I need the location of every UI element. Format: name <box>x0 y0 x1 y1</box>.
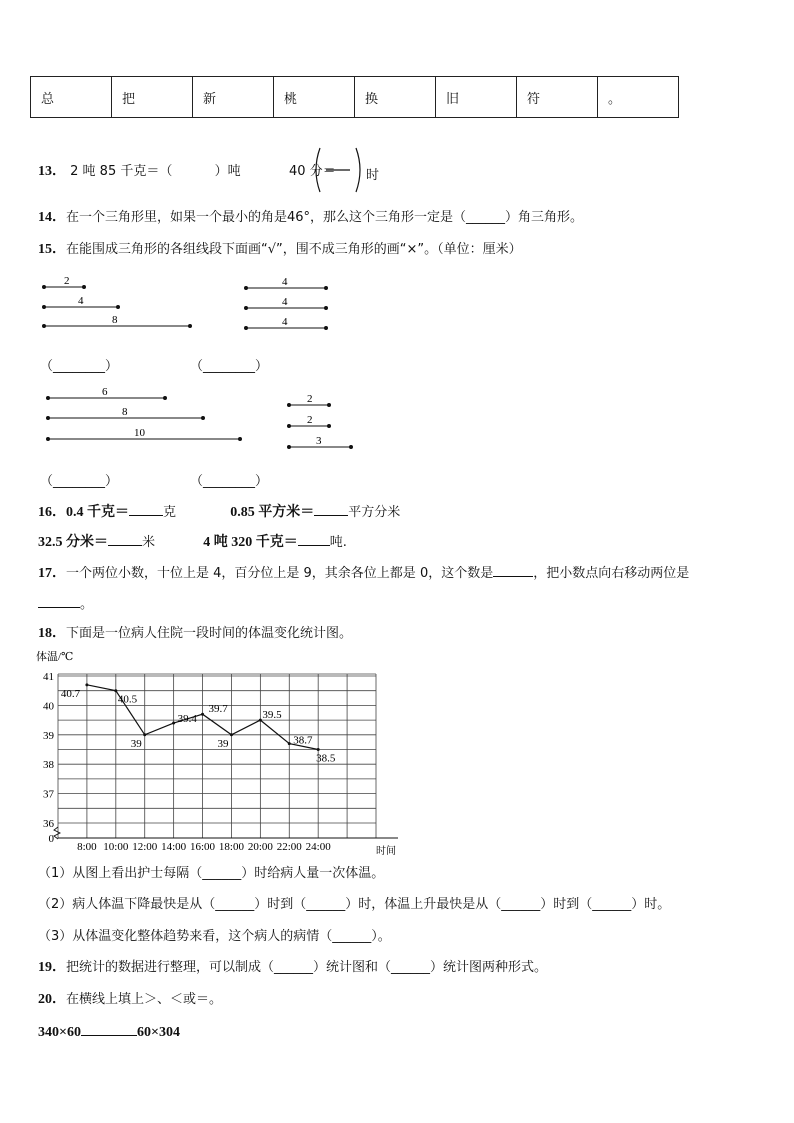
q14-text: 在一个三角形里，如果一个最小的角是46°，那么这个三角形一定是（ <box>66 210 467 225</box>
y-axis-label: 体温/℃ <box>36 651 74 663</box>
q20-right: 60×304 <box>136 1025 180 1040</box>
data-label: 38.5 <box>316 752 336 765</box>
segment-length-label: 4 <box>282 276 288 288</box>
x-tick-label: 8:00 <box>77 841 97 853</box>
table-cell: 。 <box>598 77 679 118</box>
question-18-sub-2: （2）病人体温下降最快是从（______）时到（______）时，体温上升最快是从（______）时到（______）时。 <box>38 897 671 912</box>
x-axis-label: 时间 <box>376 846 396 857</box>
chart-series <box>61 683 336 764</box>
q16-d-unit: 吨. <box>329 535 347 550</box>
segment-length-label: 3 <box>316 435 322 447</box>
question-14 <box>38 210 583 226</box>
table-cell: 换 <box>355 77 436 118</box>
x-tick-label: 18:00 <box>218 841 244 853</box>
question-number: 14． <box>38 210 66 225</box>
question-20 <box>38 992 222 1008</box>
question-17-line-2 <box>38 594 93 613</box>
table-cell: 总 <box>31 77 112 118</box>
segment-length-label: 4 <box>282 316 288 328</box>
fraction-blank[interactable] <box>310 146 366 194</box>
segment-group-1 <box>38 272 208 332</box>
segment-group-3 <box>40 383 250 445</box>
data-point <box>85 683 88 686</box>
data-label: 40.5 <box>117 693 138 706</box>
segment-group-4 <box>283 390 363 452</box>
data-point <box>114 689 117 692</box>
answer-paren[interactable]: （________） <box>190 474 269 489</box>
table-cell: 旧 <box>436 77 517 118</box>
x-tick-label: 22:00 <box>276 841 302 853</box>
y-tick-label: 37 <box>43 788 54 801</box>
data-label: 39 <box>217 737 229 750</box>
segment-group-2 <box>238 272 338 332</box>
y-tick-label: 40 <box>43 700 54 713</box>
y-tick-label: 41 <box>43 671 54 683</box>
question-20-expression <box>38 1022 180 1041</box>
segment-length-label: 10 <box>134 427 145 439</box>
segment-length-label: 8 <box>112 314 118 326</box>
y-tick-label: 0 <box>48 833 54 845</box>
data-label: 39.7 <box>208 703 228 716</box>
data-point <box>317 748 320 751</box>
q16-a: 0.4 千克＝ <box>66 505 129 520</box>
q13-part-c: 40 分＝ <box>288 164 336 179</box>
answer-blank[interactable] <box>38 594 80 608</box>
q13-part-d: 时 <box>366 168 380 183</box>
data-label: 39.4 <box>177 713 197 726</box>
q17-tail: ，把小数点向右移动两位是 <box>533 566 690 581</box>
question-13 <box>38 164 336 180</box>
q17-end: 。 <box>80 597 94 612</box>
q18-text: 下面是一位病人住院一段时间的体温变化统计图。 <box>66 626 353 641</box>
x-tick-label: 14:00 <box>161 841 187 853</box>
question-number: 16． <box>38 505 66 520</box>
q20-left: 340×60 <box>38 1025 81 1040</box>
x-tick-label: 20:00 <box>247 841 273 853</box>
axis-break-icon <box>54 827 60 839</box>
answer-paren[interactable]: （________） <box>40 359 119 374</box>
question-18-sub-3: （3）从体温变化整体趋势来看，这个病人的病情（______）。 <box>38 929 391 944</box>
q16-c: 32.5 分米＝ <box>38 535 108 550</box>
table-cell: 符 <box>517 77 598 118</box>
temperature-line-chart <box>30 648 410 858</box>
q13-part-b: ）吨 <box>214 164 241 179</box>
q19-text: 把统计的数据进行整理，可以制成（______）统计图和（______）统计图两种形式。 <box>66 960 548 975</box>
question-16-line-2 <box>38 532 347 551</box>
answer-paren[interactable]: （________） <box>190 359 269 374</box>
segment-length-label: 6 <box>102 386 108 398</box>
y-tick-label: 36 <box>43 818 54 830</box>
q15-text: 在能围成三角形的各组线段下面画“√”，围不成三角形的画“×”。（单位：厘米） <box>66 242 522 257</box>
segment-length-label: 4 <box>282 296 288 308</box>
q17-text: 一个两位小数，十位上是 4，百分位上是 9，其余各位上都是 0，这个数是 <box>66 566 494 581</box>
answer-blank[interactable] <box>81 1022 137 1036</box>
segment-length-label: 2 <box>64 275 70 287</box>
question-number: 18． <box>38 626 66 641</box>
answer-blank[interactable] <box>298 532 330 546</box>
data-point <box>288 742 291 745</box>
question-19 <box>38 960 547 976</box>
question-number: 20． <box>38 992 66 1007</box>
data-label: 38.7 <box>293 734 313 747</box>
y-tick-label: 38 <box>43 759 54 772</box>
x-tick-label: 10:00 <box>103 841 129 853</box>
data-point <box>172 722 175 725</box>
segment-length-label: 2 <box>307 414 313 426</box>
answer-blank[interactable] <box>314 502 348 516</box>
data-point <box>143 733 146 736</box>
q16-d: 4 吨 320 千克＝ <box>203 535 298 550</box>
data-label: 40.7 <box>60 687 81 700</box>
q16-b-unit: 平方分米 <box>348 505 401 520</box>
data-point <box>230 733 233 736</box>
answer-blank[interactable] <box>108 532 142 546</box>
table-cell: 桃 <box>274 77 355 118</box>
answer-blank[interactable] <box>129 502 163 516</box>
y-tick-labels <box>43 671 55 845</box>
data-label: 39 <box>130 737 142 750</box>
q16-b: 0.85 平方米＝ <box>230 505 315 520</box>
question-15 <box>38 242 522 258</box>
segment-length-label: 4 <box>78 295 84 307</box>
x-tick-labels <box>77 841 331 853</box>
q14-tail: ）角三角形。 <box>505 210 584 225</box>
x-tick-label: 24:00 <box>305 841 331 853</box>
answer-paren[interactable]: （________） <box>40 474 119 489</box>
q13-part-a: 2 吨 85 千克＝（ <box>70 164 173 179</box>
character-table <box>30 76 679 118</box>
x-tick-label: 12:00 <box>132 841 158 853</box>
q16-a-unit: 克 <box>163 505 177 520</box>
y-tick-label: 39 <box>43 729 54 742</box>
answer-blank[interactable] <box>493 563 533 577</box>
question-number: 19． <box>38 960 66 975</box>
question-18 <box>38 626 352 642</box>
x-tick-label: 16:00 <box>190 841 216 853</box>
data-label: 39.5 <box>262 709 282 722</box>
question-17 <box>38 563 689 582</box>
question-16-line-1 <box>38 502 400 521</box>
question-number: 17． <box>38 566 66 581</box>
table-cell: 新 <box>193 77 274 118</box>
question-18-sub-1: （1）从图上看出护士每隔（______）时给病人量一次体温。 <box>38 866 385 881</box>
q16-c-unit: 米 <box>142 535 156 550</box>
segment-length-label: 2 <box>307 393 313 405</box>
q20-text: 在横线上填上＞、＜或＝。 <box>66 992 223 1007</box>
table-cell: 把 <box>112 77 193 118</box>
segment-length-label: 8 <box>122 406 128 418</box>
chart-grid <box>54 674 398 839</box>
answer-blank[interactable]: ______ <box>466 210 506 225</box>
data-point <box>201 713 204 716</box>
question-number: 15． <box>38 242 66 257</box>
question-number: 13． <box>38 164 66 179</box>
